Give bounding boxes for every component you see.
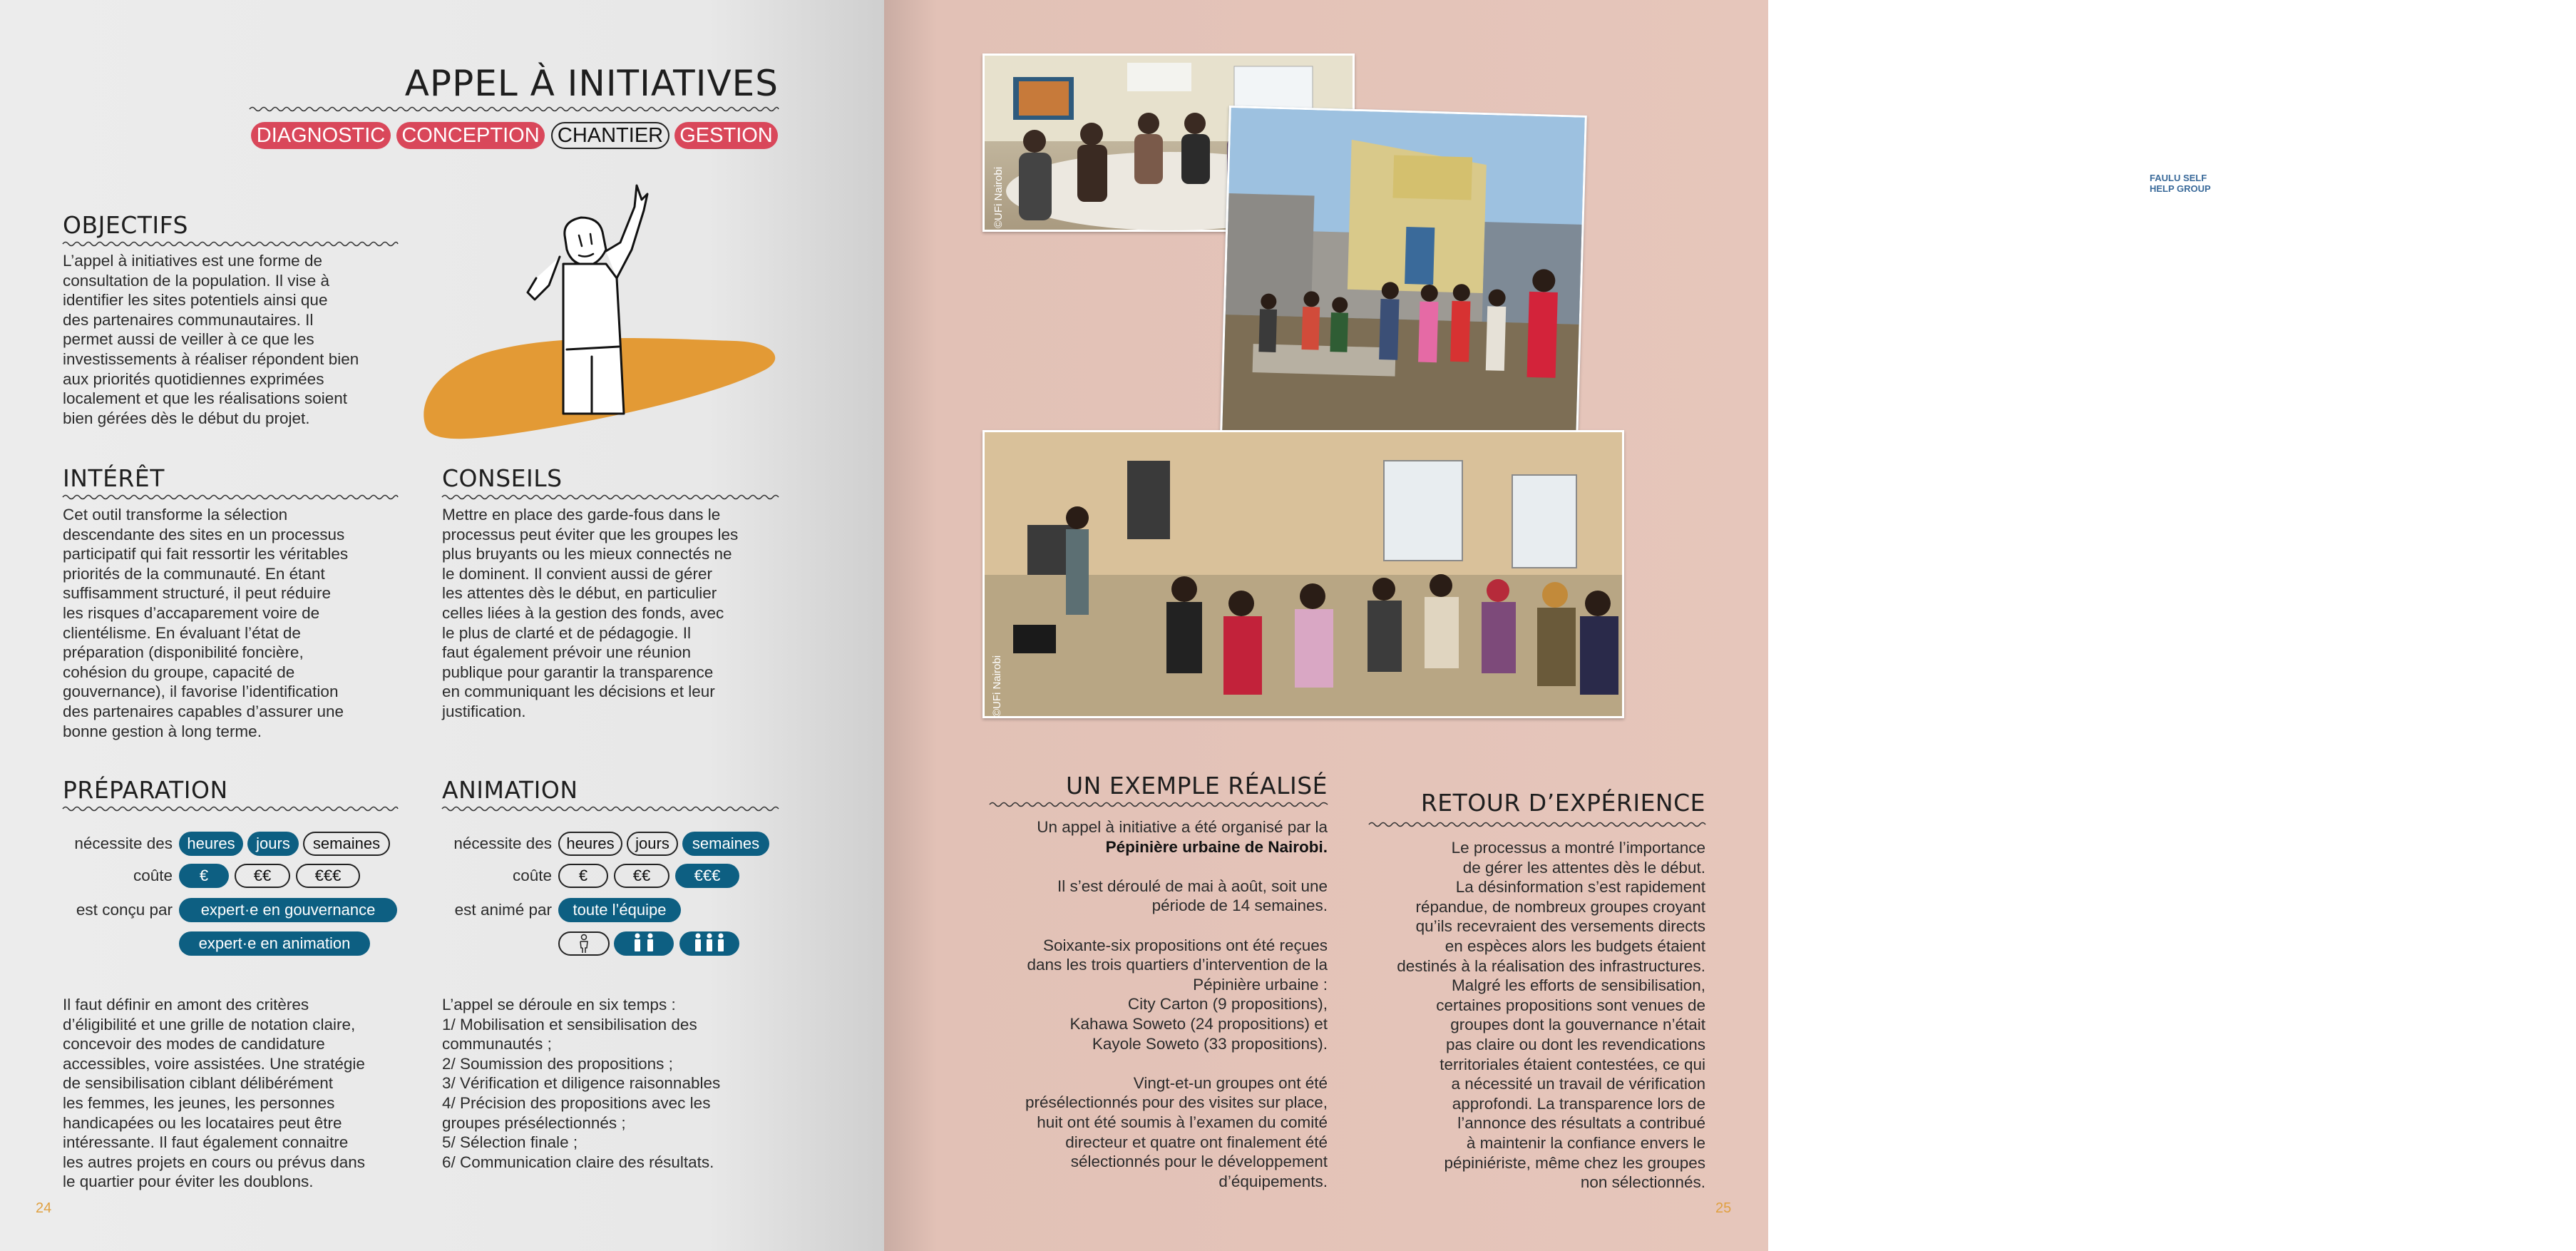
group-size-3-icon	[679, 931, 739, 956]
phase-badge-diagnostic: DIAGNOSTIC	[251, 122, 391, 149]
building-sign-text: FAULU SELF HELP GROUP	[2150, 173, 2211, 194]
prep-needs-semaines: semaines	[303, 832, 390, 856]
preparation-underline	[63, 805, 398, 812]
prep-cost-label: coûte	[133, 867, 173, 884]
photo-credit-1: ©UFi Nairobi	[992, 166, 1005, 228]
retour-heading: RETOUR D’EXPÉRIENCE	[1420, 789, 1705, 817]
figure-illustration	[421, 178, 784, 449]
interet-text: Cet outil transforme la sélection descendante des sites en un processus participatif qui fait ressortir les véritables priorités de la communauté. En étant suffisamment structuré, il peut réduire les risques d’accaparement voire de clientélisme. En évaluant l’état de préparation (disponibilité foncière, cohésion du groupe, capacité de gouvernance), il favorise l’identification des partenaires capables d’assurer une bonne gestion à long terme.	[63, 506, 349, 740]
left-page	[0, 0, 884, 1251]
anim-needs-semaines: semaines	[682, 832, 769, 856]
animation-underline	[442, 805, 779, 812]
objectifs-underline	[63, 240, 398, 247]
anim-needs-heures: heures	[558, 832, 622, 856]
photo-credit-2: ©UFi Nairobi	[2564, 407, 2576, 469]
prep-by-label: est conçu par	[76, 901, 173, 919]
anim-needs-label: nécessite des	[453, 834, 552, 852]
photo-outdoor-group	[1219, 106, 1587, 481]
conseils-text: Mettre en place des garde-fous dans le processus peut éviter que les groupes les plus bruyants ou les mieux connectés ne le dominent. Il convient aussi de gérer les attentes dès le début, en particulier celles liées à la gestion des fonds, avec le plus de clarté et de pédagogie. Il faut également prévoir une réunion publique pour garantir la transparence en communiquant les décisions et leur justification.	[442, 506, 739, 720]
anim-cost-3: €€€	[675, 864, 739, 888]
retour-text: Le processus a montré l’importance de gérer les attentes dès le début. La désinformation s’est rapidement répandue, de nombreux groupes croyant qu’ils recevraient des versements directs en espèces alors les budgets étaient destinés à la réalisation des infrastructures. Malgré les efforts de sensibilisation, certaines propositions sont venues de groupes dont la gouvernance n’était pas claire ou dont les revendications territoriales étaient contestées, ce qui a nécessité un travail de vérification approfondi. La transparence lors de l’annonce des résultats a contribué à maintenir la confiance envers le pépiniériste, même chez les groupes non sélectionnés.	[1397, 839, 1705, 1192]
phase-badge-chantier: CHANTIER	[551, 122, 669, 149]
prep-needs-label: nécessite des	[74, 834, 173, 852]
animation-heading: ANIMATION	[442, 776, 578, 804]
preparation-text: Il faut définir en amont des critères d’éligibilité et une grille de notation claire, concevoir des modes de candidature accessibles, voire assistées. Une stratégie de sensibilisation ciblant délibérément les femmes, les jeunes, les personnes handicapées ou les locataires peut être intéressante. Il faut également connaitre les autres projets en cours ou prévus dans le quartier pour éviter les doublons.	[63, 996, 365, 1191]
anim-cost-1: €	[558, 864, 608, 888]
page-number-right: 25	[1715, 1200, 1732, 1216]
photo-indoor-workshop	[982, 430, 1624, 718]
prep-by-animation: expert·e en animation	[179, 931, 370, 956]
prep-needs-jours: jours	[247, 832, 299, 856]
prep-cost-1: €	[179, 864, 229, 888]
anim-needs-jours: jours	[627, 832, 678, 856]
interet-heading: INTÉRÊT	[63, 464, 165, 492]
right-page	[884, 0, 2576, 1251]
exemple-heading: UN EXEMPLE RÉALISÉ	[1065, 772, 1328, 800]
retour-underline	[1369, 821, 1705, 828]
conseils-underline	[442, 494, 779, 501]
group-size-1-icon	[558, 931, 610, 956]
group-size-2-icon	[614, 931, 674, 956]
prep-needs-heures: heures	[179, 832, 243, 856]
anim-by-label: est animé par	[454, 901, 552, 919]
preparation-heading: PRÉPARATION	[63, 776, 228, 804]
anim-cost-2: €€	[614, 864, 669, 888]
photo-credit-3: ©UFi Nairobi	[991, 655, 1003, 717]
prep-cost-2: €€	[235, 864, 290, 888]
animation-text: L’appel se déroule en six temps : 1/ Mobilisation et sensibilisation des communautés ; 2/ Soumission des propositions ; 3/ Vérification et diligence raisonnables 4/ Précision des propositions avec les groupes présélectionnés ; 5/ Sélection finale ; 6/ Communication claire des résultats.	[442, 996, 721, 1171]
prep-cost-3: €€€	[296, 864, 360, 888]
page-title: APPEL À INITIATIVES	[404, 63, 779, 104]
objectifs-text: L’appel à initiatives est une forme de consultation de la population. Il vise à identifier les sites potentiels ainsi que des partenaires communautaires. Il permet aussi de veiller à ce que les investissements à réaliser répondent bien aux priorités quotidiennes exprimées localement et que les réalisations soient bien gérées dès le début du projet.	[63, 252, 359, 427]
interet-underline	[63, 494, 398, 501]
conseils-heading: CONSEILS	[442, 464, 563, 492]
objectifs-heading: OBJECTIFS	[63, 211, 188, 239]
exemple-text: Un appel à initiative a été organisé par la Pépinière urbaine de Nairobi. Il s’est déroulé de mai à août, soit une période de 14 semaines. Soixante-six propositions ont été reçues dans les trois quartiers d’intervention de la Pépinière urbaine : City Carton (9 propositions), Kahawa Soweto (24 propositions) et Kayole Soweto (33 propositions). Vingt-et-un groupes ont été présélectionnés pour des visites sur place, huit ont été soumis à l’examen du comité directeur et quatre ont finalement été sélectionnés pour le développement d’équipements.	[1025, 818, 1328, 1190]
prep-by-governance: expert·e en gouvernance	[179, 898, 397, 922]
title-underline	[250, 106, 779, 113]
phase-badge-conception: CONCEPTION	[396, 122, 545, 149]
anim-by-team: toute l’équipe	[558, 898, 681, 922]
phase-badge-gestion: GESTION	[674, 122, 778, 149]
anim-cost-label: coûte	[512, 867, 552, 884]
exemple-underline	[990, 801, 1328, 808]
page-number-left: 24	[36, 1200, 52, 1216]
